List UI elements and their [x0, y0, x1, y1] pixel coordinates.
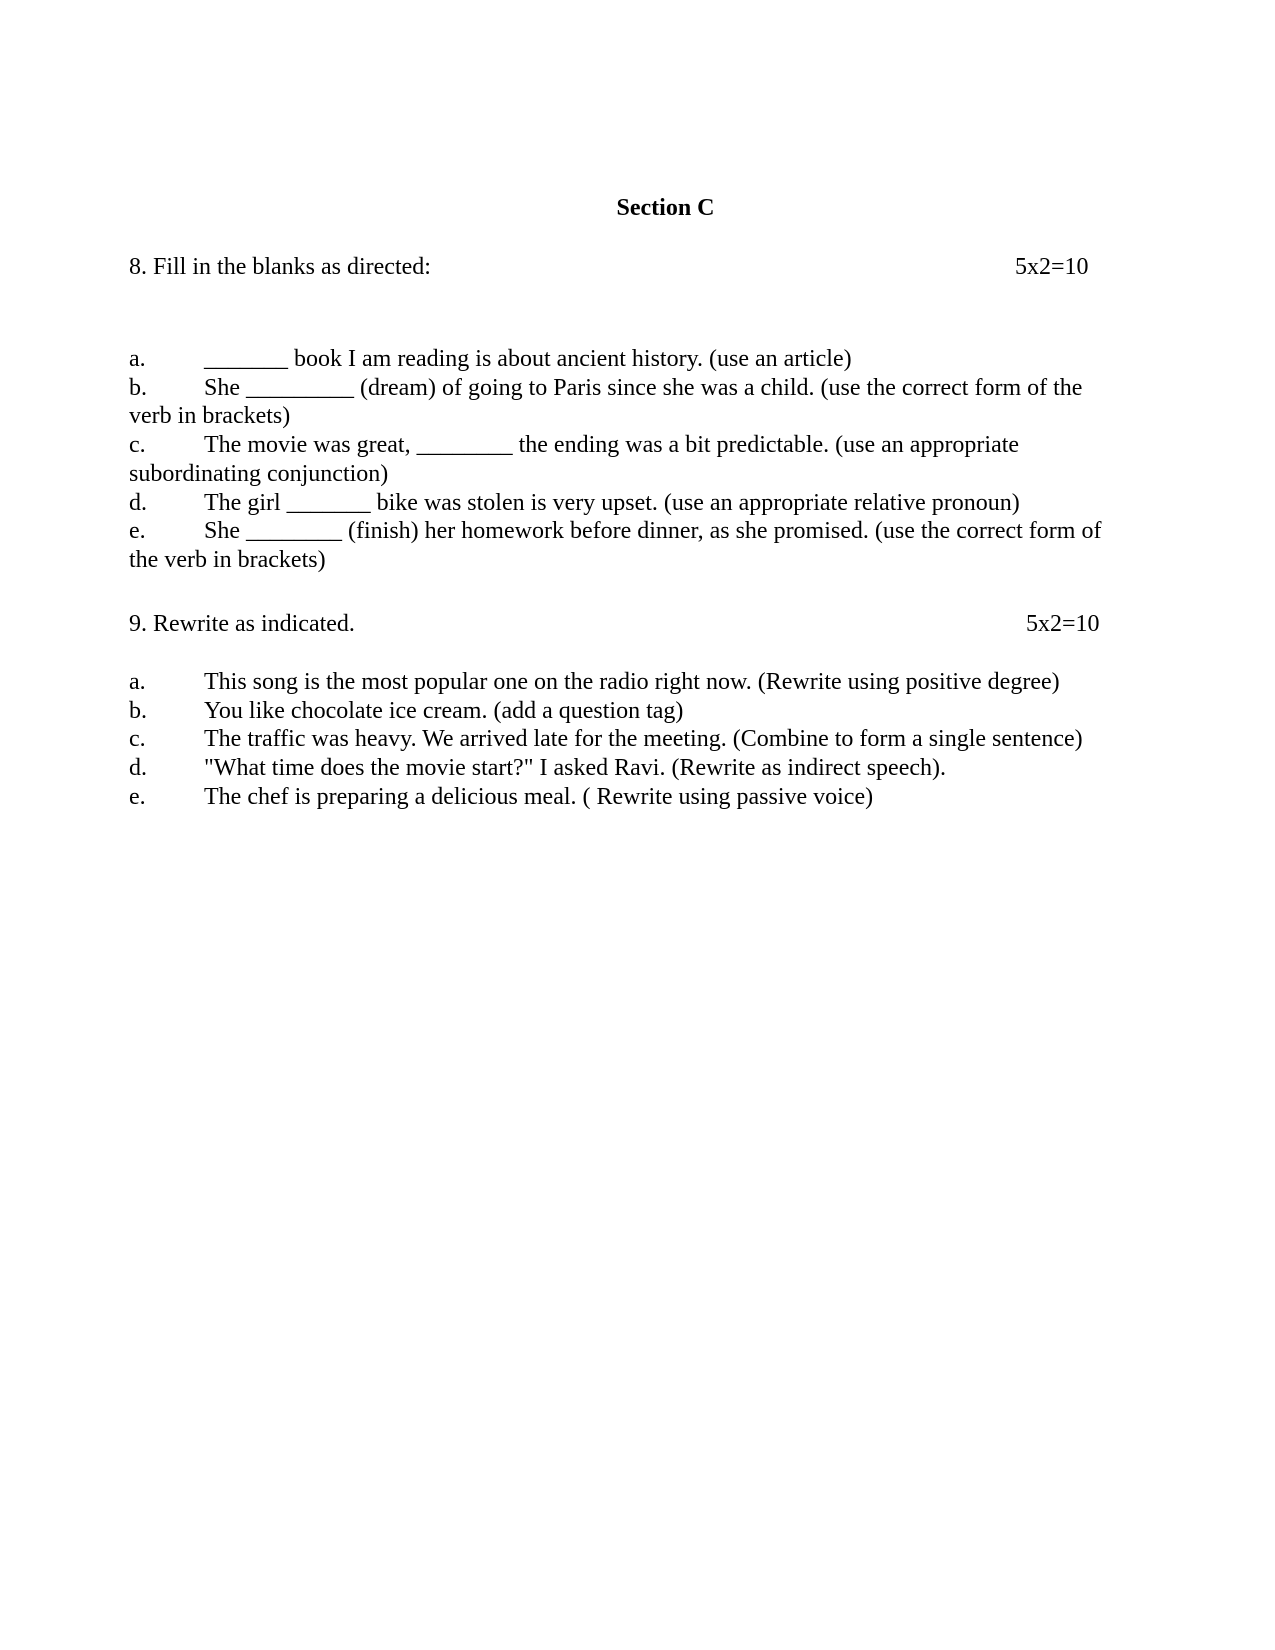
question-8-item-a — [129, 345, 1129, 374]
item-letter: b. — [129, 374, 147, 401]
item-text: The traffic was heavy. We arrived late for the meeting. (Combine to form a single sentence) — [204, 726, 1083, 753]
item-letter: d. — [129, 489, 147, 516]
question-9-header: 9. Rewrite as indicated. — [129, 611, 355, 637]
item-letter: c. — [129, 432, 146, 459]
question-9-item-e — [129, 783, 1129, 812]
item-text: The chef is preparing a delicious meal. ( Rewrite using passive voice) — [204, 783, 874, 810]
item-letter: a. — [129, 669, 146, 695]
question-8-item-c — [129, 431, 1129, 488]
question-8-item-e — [129, 517, 1129, 574]
question-9-items — [129, 668, 1129, 812]
question-8-item-d — [129, 489, 1129, 518]
question-9-item-a — [129, 668, 1129, 697]
item-letter: e. — [129, 783, 146, 810]
item-text: _______ book I am reading is about ancient history. (use an article) — [204, 346, 852, 372]
question-9-item-c — [129, 725, 1129, 754]
item-text: She ________ (finish) her homework before dinner, as she promised. (use the correct form of the verb in brackets) — [129, 518, 1102, 573]
section-title: Section C — [616, 195, 715, 221]
question-9-marks: 5x2=10 — [1026, 611, 1100, 637]
item-letter: c. — [129, 726, 146, 753]
item-letter: e. — [129, 518, 146, 545]
item-letter: b. — [129, 697, 147, 724]
item-letter: a. — [129, 346, 146, 372]
question-8-item-b — [129, 374, 1129, 431]
question-8-items — [129, 345, 1129, 575]
item-text: This song is the most popular one on the radio right now. (Rewrite using positive degree) — [204, 669, 1060, 695]
item-text: You like chocolate ice cream. (add a question tag) — [204, 697, 684, 724]
item-letter: d. — [129, 755, 147, 782]
question-9-item-b — [129, 697, 1129, 726]
question-8-marks: 5x2=10 — [1015, 254, 1089, 280]
item-text: The girl _______ bike was stolen is very upset. (use an appropriate relative pronoun) — [204, 489, 1020, 516]
question-8-header: 8. Fill in the blanks as directed: — [129, 254, 431, 280]
question-9-item-d — [129, 754, 1129, 783]
item-text: "What time does the movie start?" I asked Ravi. (Rewrite as indirect speech). — [204, 755, 947, 782]
item-text: She _________ (dream) of going to Paris since she was a child. (use the correct form of the verb in brackets) — [129, 374, 1083, 430]
item-text: The movie was great, ________ the ending was a bit predictable. (use an appropriate subordinating conjunction) — [129, 432, 1020, 487]
